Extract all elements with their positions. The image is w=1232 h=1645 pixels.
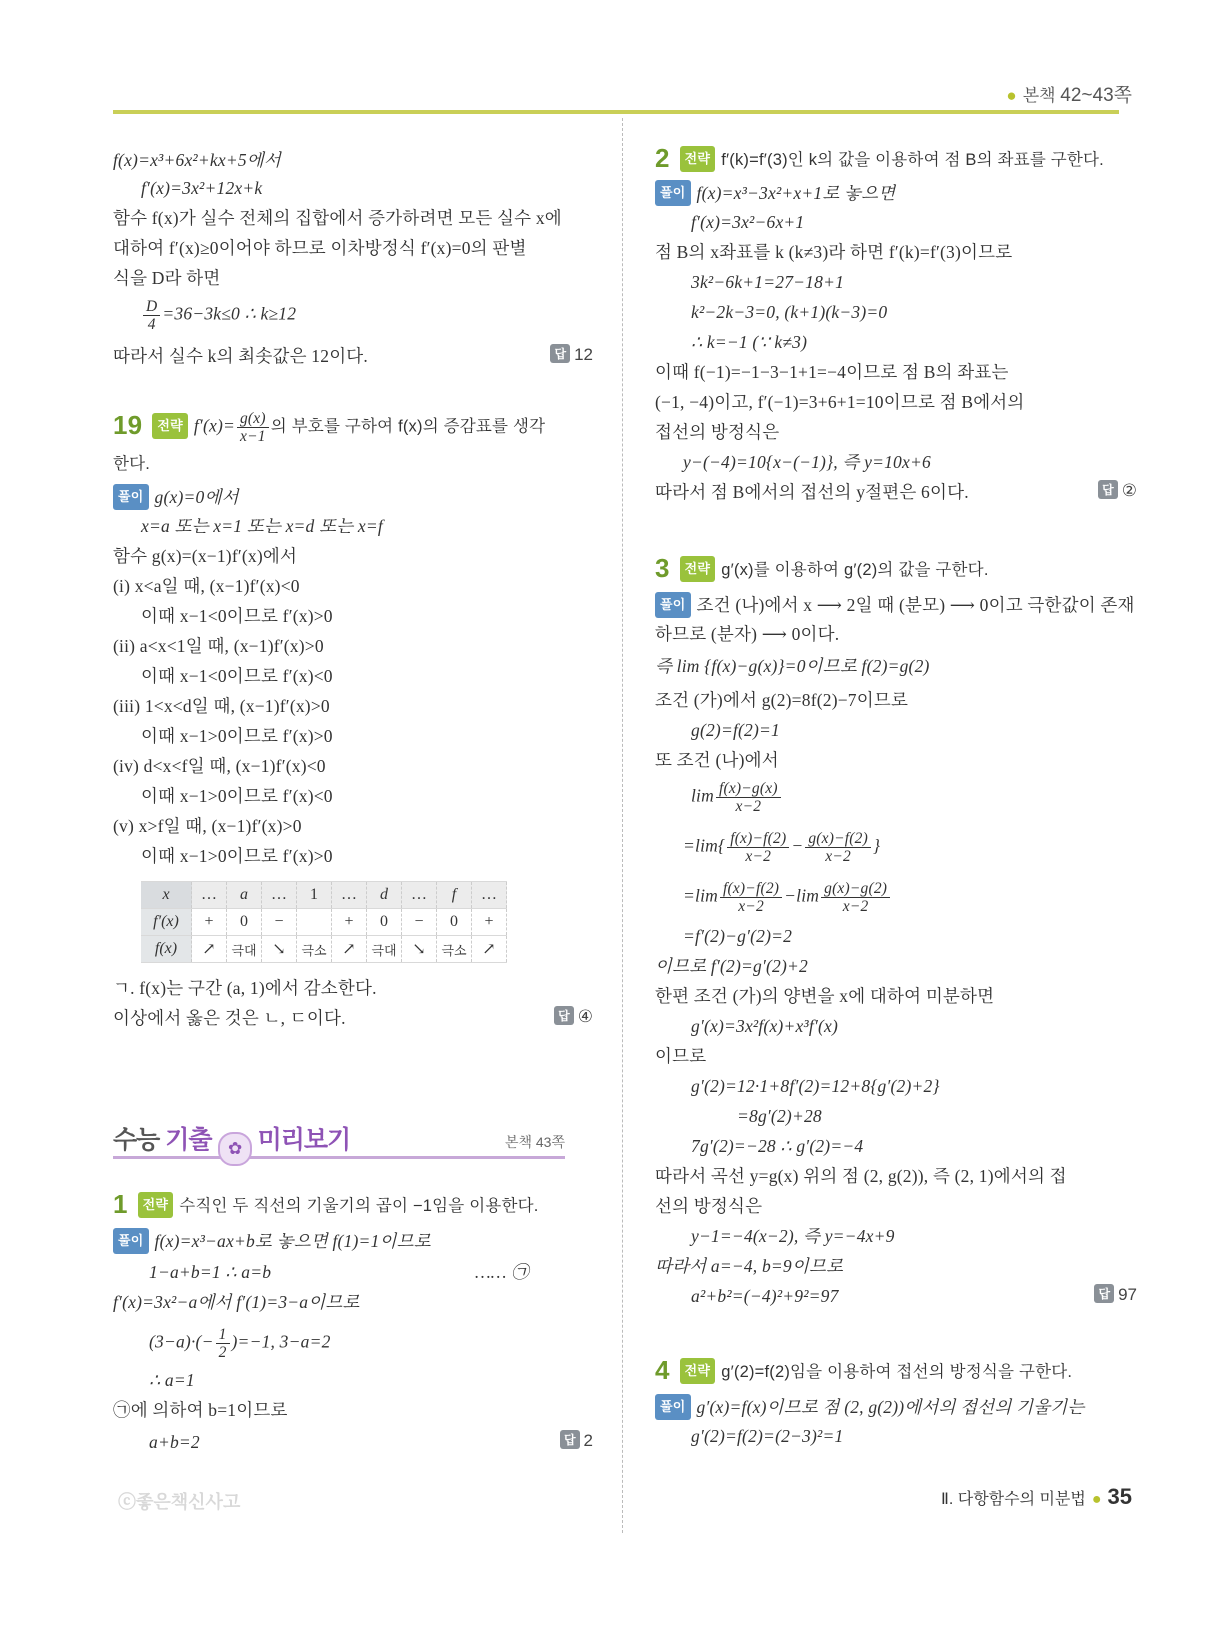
solution-line: 풀이 조건 (나)에서 x ⟶ 2일 때 (분모) ⟶ 0이고 극한값이 존재 — [655, 592, 1135, 618]
answer-icon: 답 — [1094, 1284, 1114, 1303]
text-line: 이때 x−1>0이므로 f′(x)>0 — [141, 846, 333, 866]
fraction: $\frac{f(x)-f(2)}{x-2}$ — [720, 880, 782, 915]
table-cell: 극대 — [367, 936, 402, 963]
answer: 답 2 — [560, 1430, 593, 1451]
answer: 답 97 — [1094, 1284, 1137, 1305]
chapter-title: Ⅱ. 다항함수의 미분법 — [940, 1491, 1086, 1508]
table-cell: f — [437, 882, 472, 909]
text-line: =8g′(2)+28 — [737, 1106, 822, 1126]
text-line: 3k²−6k+1=27−18+1 — [691, 272, 845, 292]
text-line: ∴ a=1 — [149, 1370, 195, 1390]
fraction: $\frac{f(x)-g(x)}{x-2}$ — [716, 780, 781, 815]
table-cell: … — [402, 882, 437, 909]
text-line: ㄱ. f(x)는 구간 (a, 1)에서 감소한다. — [113, 978, 377, 998]
bullet-icon: ● — [1006, 86, 1017, 105]
text-line: 함수 f(x)가 실수 전체의 집합에서 증가하려면 모든 실수 x에 — [113, 208, 562, 228]
text-line: 따라서 점 B에서의 접선의 y절편은 6이다. — [655, 482, 969, 502]
solution-tag: 풀이 — [655, 1394, 691, 1420]
solution-tag: 풀이 — [655, 180, 691, 206]
q2-header: 2 전략 f′(k)=f′(3)인 k의 값을 이용하여 점 B의 좌표를 구한다. — [655, 143, 1104, 173]
answer: 답 ② — [1098, 480, 1137, 501]
text-line: y−(−4)=10{x−(−1)}, 즉 y=10x+6 — [683, 452, 931, 472]
text-line: ∴ k=−1 (∵ k≠3) — [691, 332, 808, 352]
q1-header: 1 전략 수직인 두 직선의 기울기의 곱이 −1임을 이용한다. — [113, 1189, 539, 1219]
text-line: (iii) 1<x<d일 때, (x−1)f′(x)>0 — [113, 696, 330, 716]
strategy-tag: 전략 — [680, 146, 716, 172]
fraction: $\frac{g(x)-f(2)}{x-2}$ — [805, 830, 871, 865]
question-number: 2 — [655, 143, 670, 173]
text-line: 점 B의 x좌표를 k (k≠3)라 하면 f′(k)=f′(3)이므로 — [655, 242, 1013, 262]
strategy-cont: 한다. — [113, 455, 151, 473]
strategy-tag: 전략 — [680, 556, 716, 582]
text-line: 함수 g(x)=(x−1)f′(x)에서 — [113, 546, 298, 566]
text-line: f′(x)=3x²−6x+1 — [691, 212, 805, 232]
table-cell: ↗ — [332, 936, 367, 963]
text-line: 즉 lim {f(x)−g(x)}=0이므로 f(2)=g(2) — [655, 656, 930, 676]
fraction: $\frac{D}{4}$ — [143, 298, 160, 333]
question-number: 4 — [655, 1355, 670, 1385]
text-line: 하므로 (분자) ⟶ 0이다. — [655, 624, 840, 644]
solution-tag: 풀이 — [113, 484, 149, 510]
text-line: 이때 x−1>0이므로 f′(x)>0 — [141, 726, 333, 746]
table-cell: ↘ — [402, 936, 437, 963]
text-line: (−1, −4)이고, f′(−1)=3+6+1=10이므로 점 B에서의 — [655, 392, 1025, 412]
column-divider — [622, 118, 623, 1533]
table-cell: 0 — [367, 909, 402, 936]
table-row — [141, 882, 507, 909]
answer: 답 ④ — [554, 1006, 593, 1027]
bunny-icon: ✿ — [218, 1132, 252, 1166]
solution-line: 풀이 f(x)=x³−ax+b로 놓으면 f(1)=1이므로 — [113, 1228, 431, 1254]
limit-expression: =lim{ $\frac{f(x)-f(2)}{x-2}$ − $\frac{g(x)-f(2)}{x-2}$ } — [683, 830, 881, 865]
table-cell: f(x) — [141, 936, 192, 963]
q4-header: 4 전략 g′(2)=f(2)임을 이용하여 접선의 방정식을 구한다. — [655, 1355, 1073, 1385]
text-line: 접선의 방정식은 — [655, 422, 780, 442]
text-line: 선의 방정식은 — [655, 1196, 763, 1216]
page-footer — [941, 1484, 1132, 1510]
book-label: 본책 — [1022, 86, 1056, 105]
text-line: …… ㉠ — [475, 1262, 529, 1282]
text-line: 따라서 a=−4, b=9이므로 — [655, 1256, 844, 1276]
table-cell: 극소 — [437, 936, 472, 963]
table-cell: 1 — [297, 882, 332, 909]
section-ref: 본책 43쪽 — [504, 1134, 565, 1150]
math-line: (3−a)·(− $\frac{1}{2}$ )=−1, 3−a=2 — [149, 1326, 331, 1361]
bullet-icon: ● — [1091, 1491, 1102, 1508]
solution-line: 풀이 f(x)=x³−3x²+x+1로 놓으면 — [655, 180, 895, 206]
question-number: 3 — [655, 553, 670, 583]
text-line: 이때 x−1<0이므로 f′(x)<0 — [141, 666, 333, 686]
text-line: k²−2k−3=0, (k+1)(k−3)=0 — [691, 302, 888, 322]
text-line: 식을 D라 하면 — [113, 268, 221, 288]
text-line: 이므로 — [655, 1046, 707, 1066]
top-rule — [113, 110, 1119, 114]
table-cell: + — [192, 909, 227, 936]
text-line: 조건 (가)에서 g(2)=8f(2)−7이므로 — [655, 690, 909, 710]
table-cell: ↗ — [192, 936, 227, 963]
table-cell: 0 — [437, 909, 472, 936]
text-line: f(x)=x³+6x²+kx+5에서 — [113, 150, 281, 170]
text-line: 따라서 실수 k의 최솟값은 12이다. — [113, 346, 368, 366]
text-line: a²+b²=(−4)²+9²=97 — [691, 1286, 839, 1306]
sign-table — [141, 881, 507, 963]
answer-icon: 답 — [560, 1430, 580, 1449]
table-row — [141, 909, 507, 936]
table-cell: 극대 — [227, 936, 262, 963]
text-line: (i) x<a일 때, (x−1)f′(x)<0 — [113, 576, 300, 596]
question-number: 19 — [113, 409, 143, 440]
text-line: 1−a+b=1 ∴ a=b — [149, 1262, 272, 1282]
strategy-tag: 전략 — [152, 413, 188, 439]
table-cell: + — [472, 909, 507, 936]
text-line: =f′(2)−g′(2)=2 — [683, 926, 793, 946]
limit-expression: lim $\frac{f(x)-g(x)}{x-2}$ — [691, 780, 783, 815]
solution-tag: 풀이 — [655, 592, 691, 618]
table-cell: … — [332, 882, 367, 909]
page-reference — [1006, 80, 1132, 107]
page-number: 35 — [1107, 1484, 1132, 1509]
strategy-tag: 전략 — [138, 1192, 174, 1218]
table-cell — [297, 909, 332, 936]
table-cell: … — [192, 882, 227, 909]
strategy-tag: 전략 — [680, 1358, 716, 1384]
text-line: x=a 또는 x=1 또는 x=d 또는 x=f — [141, 516, 383, 536]
question-number: 1 — [113, 1189, 128, 1219]
solution-line: 풀이 g(x)=0에서 — [113, 484, 239, 510]
table-cell: a — [227, 882, 262, 909]
table-cell: − — [402, 909, 437, 936]
fraction: $\frac{g(x)-g(2)}{x-2}$ — [821, 880, 890, 915]
discriminant-line: $\frac{D}{4}$ =36−3k≤0 ∴ k≥12 — [141, 298, 296, 333]
table-cell: − — [262, 909, 297, 936]
text-line: 한편 조건 (가)의 양변을 x에 대하여 미분하면 — [655, 986, 995, 1006]
answer-icon: 답 — [1098, 480, 1118, 499]
fraction: $\frac{1}{2}$ — [216, 1326, 230, 1361]
text-line: y−1=−4(x−2), 즉 y=−4x+9 — [691, 1226, 895, 1246]
answer-icon: 답 — [554, 1006, 574, 1025]
section-header — [113, 1120, 565, 1159]
text-line: f′(x)=3x²+12x+k — [141, 178, 263, 198]
q19-header: 19 전략 f′(x)= $\frac{g(x)}{x-1}$ 의 부호를 구하여 f(x)의 증감표를 생각 — [113, 409, 546, 445]
text-line: 이상에서 옳은 것은 ㄴ, ㄷ이다. — [113, 1008, 346, 1028]
text-line: 이므로 f′(2)=g′(2)+2 — [655, 956, 808, 976]
text-line: (ii) a<x<1일 때, (x−1)f′(x)>0 — [113, 636, 324, 656]
text-line: 이때 x−1>0이므로 f′(x)<0 — [141, 786, 333, 806]
text-line: 이때 x−1<0이므로 f′(x)>0 — [141, 606, 333, 626]
table-cell: … — [472, 882, 507, 909]
answer: 답 12 — [550, 344, 593, 365]
limit-expression: =lim $\frac{f(x)-f(2)}{x-2}$ −lim $\frac{g(x)-g(2)}{x-2}$ — [683, 880, 892, 915]
table-cell: 0 — [227, 909, 262, 936]
text-line: (v) x>f일 때, (x−1)f′(x)>0 — [113, 816, 302, 836]
table-cell: x — [141, 882, 192, 909]
publisher-mark: ⓒ좋은책신사고 — [118, 1492, 241, 1512]
q3-header: 3 전략 g′(x)를 이용하여 g′(2)의 값을 구한다. — [655, 553, 989, 583]
table-cell: f′(x) — [141, 909, 192, 936]
answer-icon: 답 — [550, 344, 570, 363]
text-line: 7g′(2)=−28 ∴ g′(2)=−4 — [691, 1136, 864, 1156]
text-line: 대하여 f′(x)≥0이어야 하므로 이차방정식 f′(x)=0의 판별 — [113, 238, 527, 258]
table-cell: + — [332, 909, 367, 936]
table-row — [141, 936, 507, 963]
section-title: 수능 기출 ✿ 미리보기 — [113, 1126, 350, 1154]
text-line: a+b=2 — [149, 1432, 200, 1452]
text-line: g′(2)=f(2)=(2−3)²=1 — [691, 1426, 844, 1446]
fraction: $\frac{f(x)-f(2)}{x-2}$ — [727, 830, 789, 865]
text-line: f′(x)=3x²−a에서 f′(1)=3−a이므로 — [113, 1292, 360, 1312]
text-line: g′(x)=3x²f(x)+x³f′(x) — [691, 1016, 838, 1036]
table-cell: ↘ — [262, 936, 297, 963]
text-line: (iv) d<x<f일 때, (x−1)f′(x)<0 — [113, 756, 326, 776]
solution-tag: 풀이 — [113, 1228, 149, 1254]
text-line: g′(2)=12·1+8f′(2)=12+8{g′(2)+2} — [691, 1076, 940, 1096]
table-cell: … — [262, 882, 297, 909]
fraction: $\frac{g(x)}{x-1}$ — [237, 410, 269, 445]
text-line: 또 조건 (나)에서 — [655, 750, 779, 770]
table-cell: d — [367, 882, 402, 909]
page-range: 42~43쪽 — [1060, 85, 1132, 106]
table-cell: ↗ — [472, 936, 507, 963]
text-line: 이때 f(−1)=−1−3−1+1=−4이므로 점 B의 좌표는 — [655, 362, 1009, 382]
table-cell: 극소 — [297, 936, 332, 963]
text-line: ㉠에 의하여 b=1이므로 — [113, 1400, 288, 1420]
solution-line: 풀이 g′(x)=f(x)이므로 점 (2, g(2))에서의 접선의 기울기는 — [655, 1394, 1085, 1420]
text-line: 따라서 곡선 y=g(x) 위의 점 (2, g(2)), 즉 (2, 1)에서의 접 — [655, 1166, 1067, 1186]
text-line: g(2)=f(2)=1 — [691, 720, 780, 740]
